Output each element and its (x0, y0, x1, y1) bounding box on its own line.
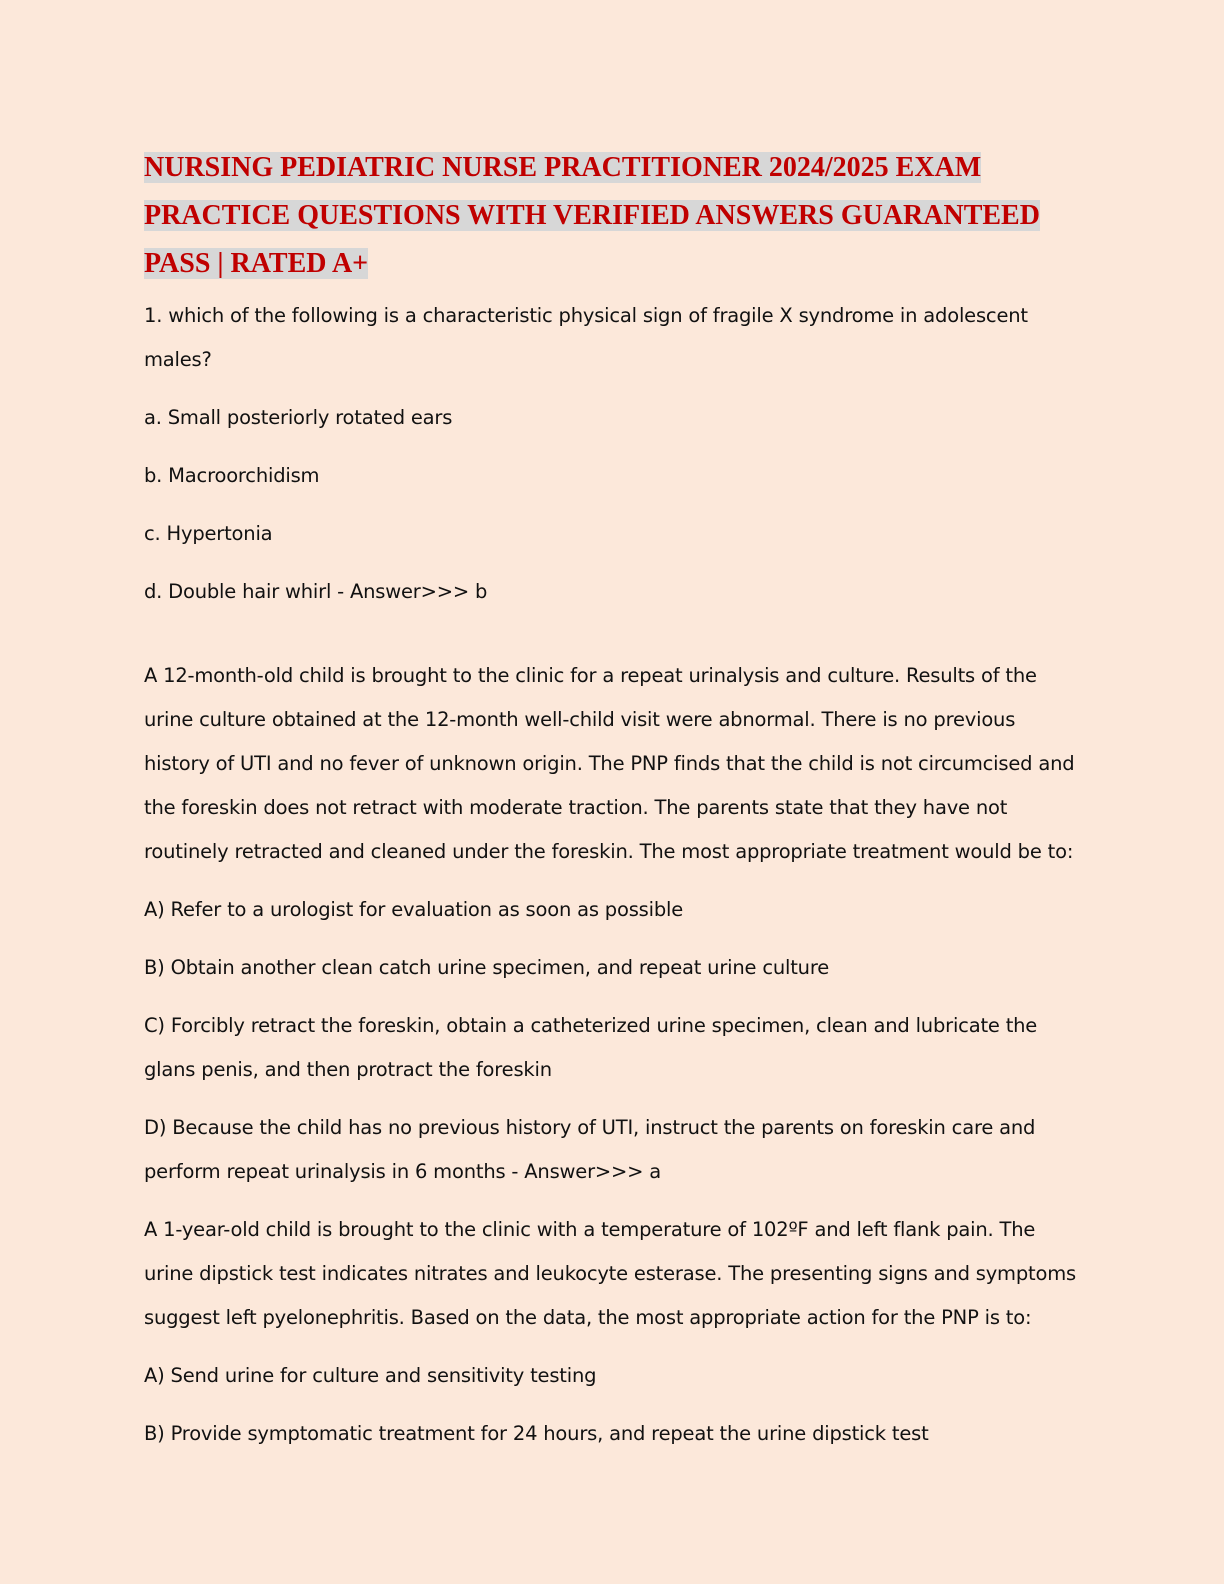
question-3-stem: A 1-year-old child is brought to the clinic with a temperature of 102ºF and left flank pain. The urine dipstick test indicates nitrates and leukocyte esterase. The presenting signs and symptoms suggest left pyelonephritis. Based on the data, the most appropriate action for the PNP is to: (144, 1218, 1076, 1329)
question-1-stem: 1. which of the following is a characteristic physical sign of fragile X syndrome in adolescent males? (144, 304, 1028, 371)
document-title-text: NURSING PEDIATRIC NURSE PRACTITIONER 2024/2025 EXAM PRACTICE QUESTIONS WITH VERIFIED ANSWERS GUARANTEED PASS | RATED A+ (144, 152, 1040, 279)
question-1-option-b: b. Macroorchidism (144, 464, 320, 487)
question-2-stem: A 12-month-old child is brought to the clinic for a repeat urinalysis and culture. Results of the urine culture obtained at the 12-month well-child visit were abnormal. There is no previous history of UTI and no fever of unknown origin. The PNP finds that the child is not circumcised and the foreskin does not retract with moderate traction. The parents state that they have not routinely retracted and cleaned under the foreskin. The most appropriate treatment would be to: (144, 664, 1075, 863)
document-title (144, 144, 1084, 288)
question-2-option-a: A) Refer to a urologist for evaluation as soon as possible (144, 898, 684, 921)
document-page (144, 144, 1084, 1470)
question-3-option-a: A) Send urine for culture and sensitivity testing (144, 1364, 597, 1387)
question-1-option-c: c. Hypertonia (144, 522, 273, 545)
question-3-option-b: B) Provide symptomatic treatment for 24 hours, and repeat the urine dipstick test (144, 1422, 929, 1445)
question-2-option-b: B) Obtain another clean catch urine specimen, and repeat urine culture (144, 956, 830, 979)
question-2-option-d: D) Because the child has no previous history of UTI, instruct the parents on foreskin care and perform repeat urinalysis in 6 months - Answer>>> a (144, 1116, 1036, 1183)
question-1-option-d: d. Double hair whirl - Answer>>> b (144, 580, 488, 603)
document-body (144, 294, 1084, 1456)
question-2-option-c: C) Forcibly retract the foreskin, obtain a catheterized urine specimen, clean and lubricate the glans penis, and then protract the foreskin (144, 1014, 1038, 1081)
question-1-option-a: a. Small posteriorly rotated ears (144, 406, 453, 429)
